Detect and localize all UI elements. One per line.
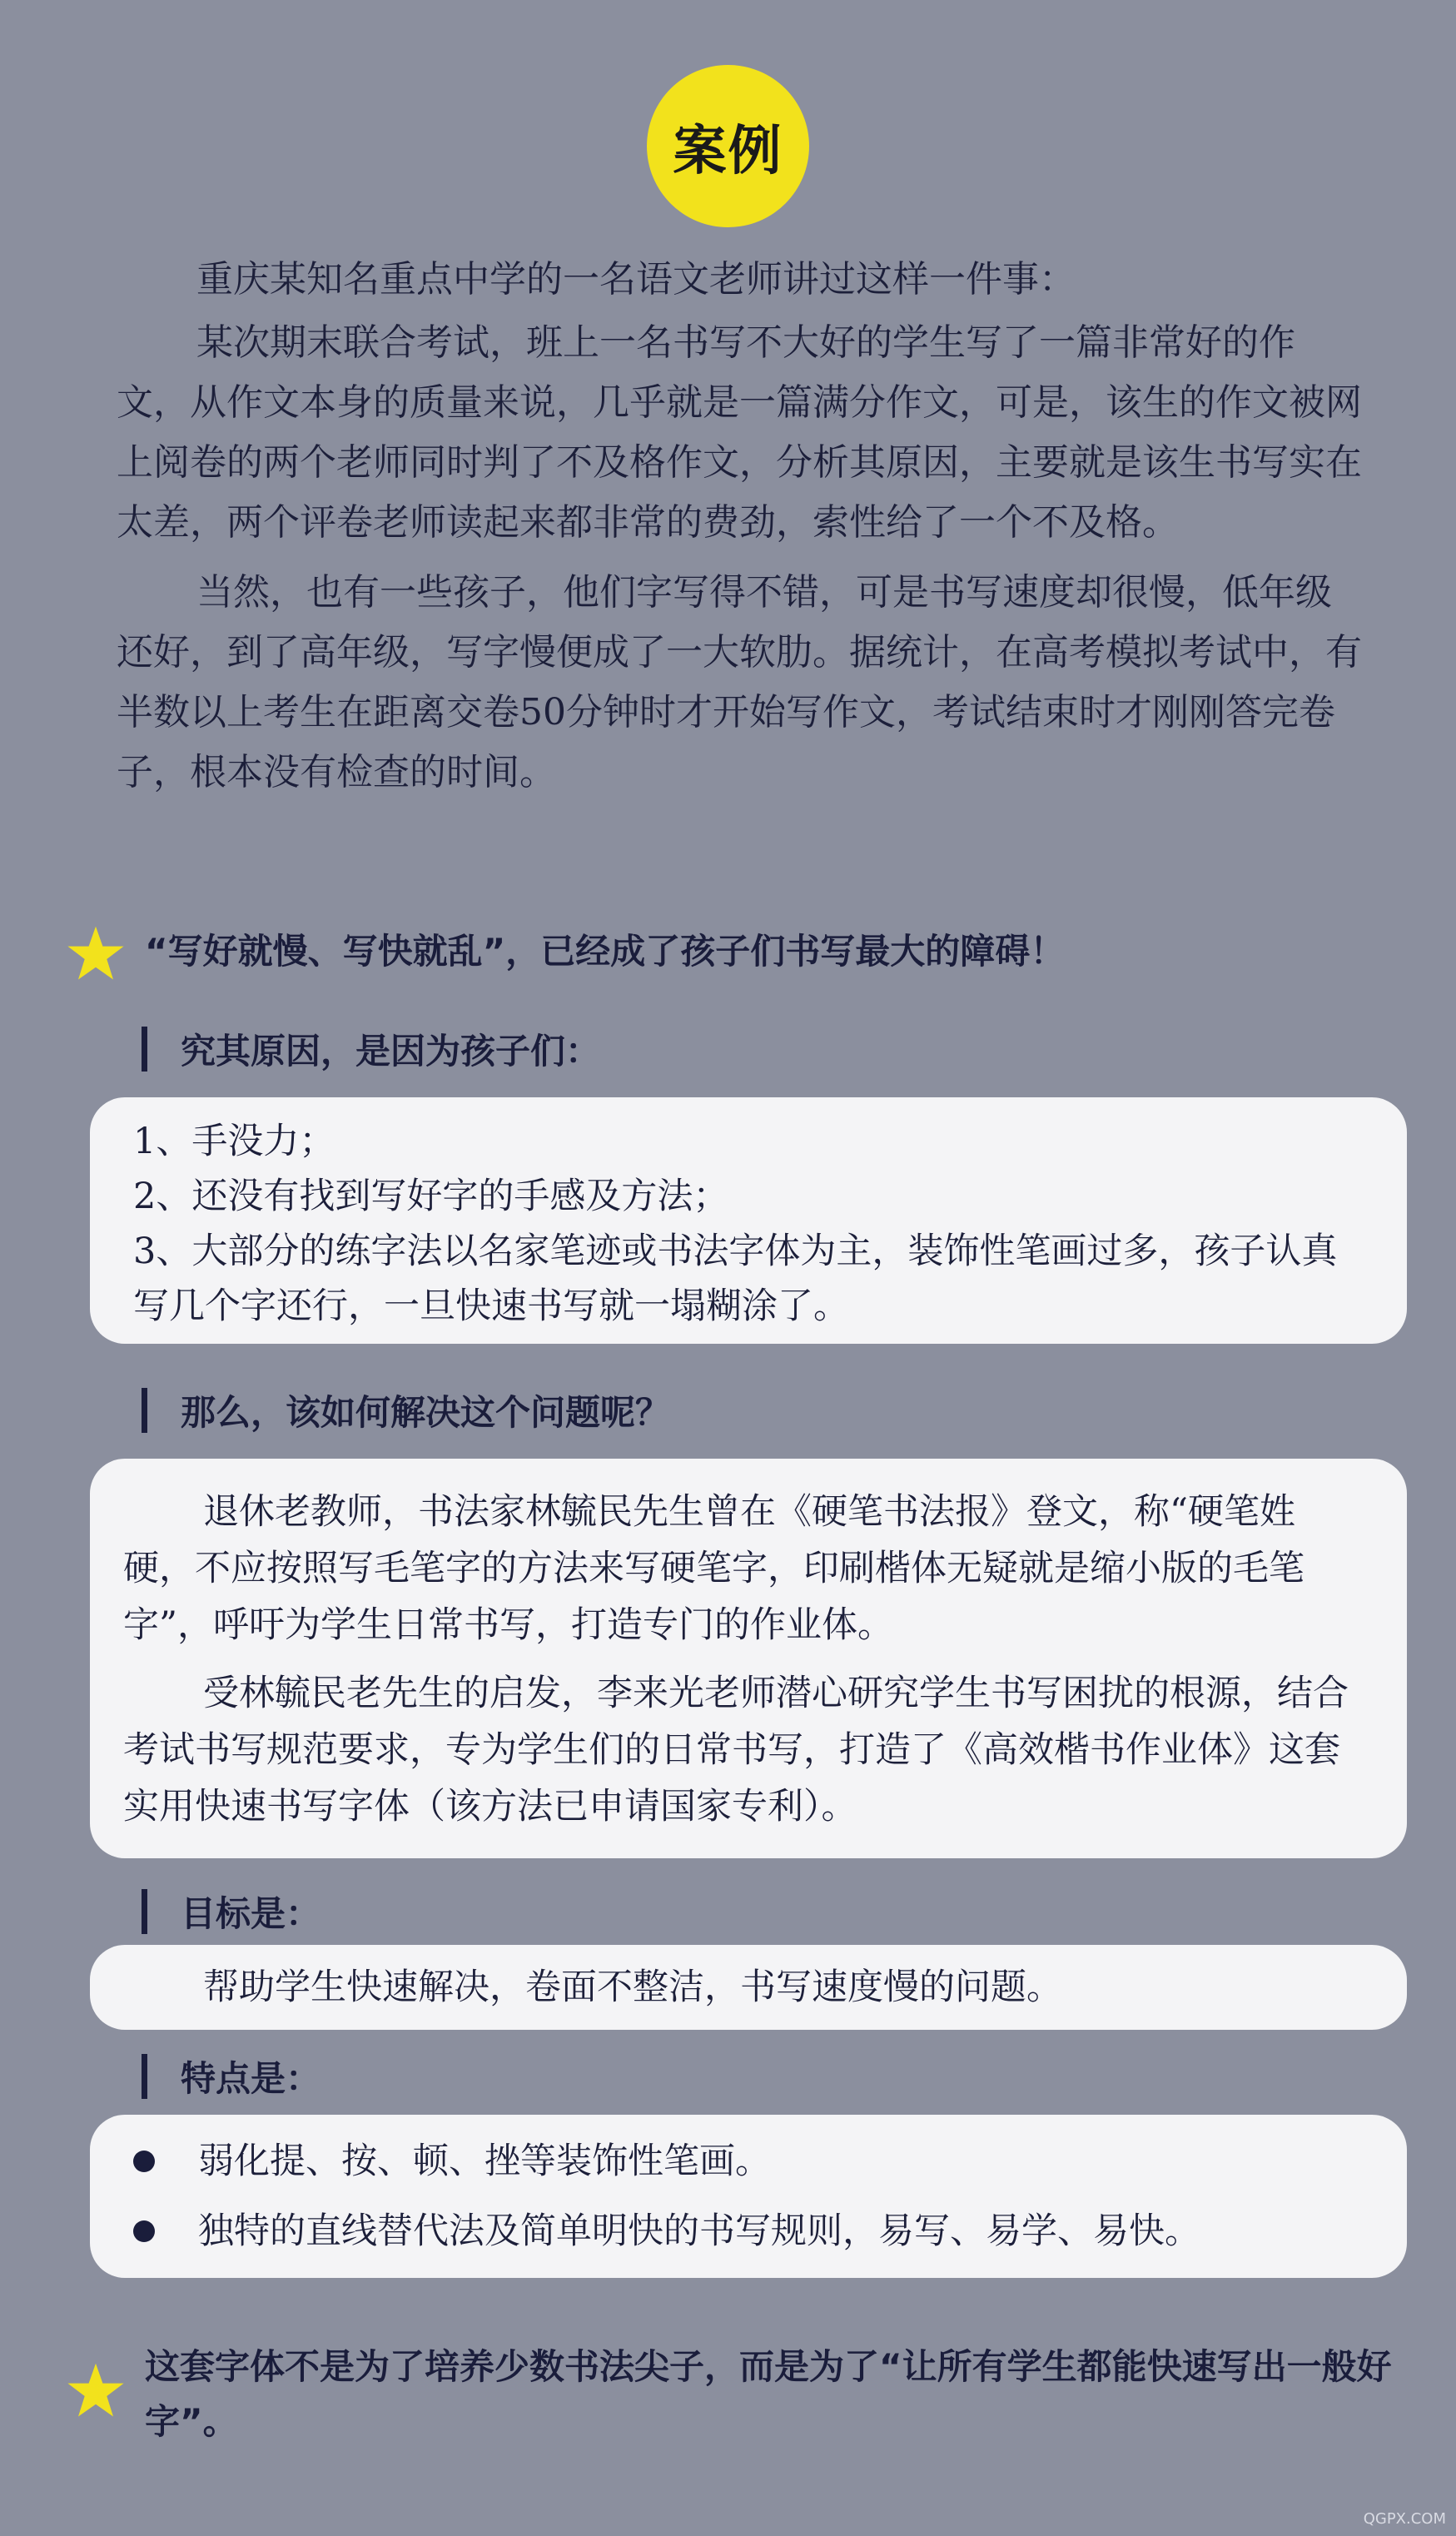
intro-paragraph-1: 重庆某知名重点中学的一名语文老师讲过这样一件事：: [196, 258, 1076, 301]
heading-bar: [142, 1027, 147, 1072]
heading-features: [142, 2051, 321, 2101]
heading-bar: [142, 1889, 147, 1934]
star-callout-2-text: 这套字体不是为了培养少数书法尖子，而是为了“让所有学生都能快速写出一般好字”。: [145, 2346, 1392, 2442]
reason-item: 1、手没力；: [133, 1121, 335, 1162]
reason-item: 2、还没有找到写好字的手感及方法；: [133, 1176, 729, 1217]
star-callout-1: [67, 924, 1394, 982]
heading-goal: [142, 1887, 321, 1937]
heading-solution-text: 那么，该如何解决这个问题呢？: [181, 1392, 671, 1433]
heading-goal-text: 目标是：: [181, 1893, 321, 1934]
star-callout-1-text: “写好就慢、写快就乱”，已经成了孩子们书写最大的障碍！: [145, 931, 1066, 972]
case-badge: [647, 65, 809, 227]
heading-bar: [142, 2054, 147, 2099]
solution-card: [90, 1459, 1407, 1858]
feature-text: 独特的直线替代法及简单明快的书写规则，易写、易学、易快。: [198, 2210, 1200, 2252]
intro-paragraph-3: 当然，也有一些孩子，他们字写得不错，可是书写速度却很慢，低年级还好，到了高年级，写字慢便成了一大软肋。据统计，在高考模拟考试中，有半数以上考生在距离交卷50分钟时才开始写作文，考试结束时才刚刚答完卷子，根本没有检查的时间。: [117, 571, 1362, 793]
reason-item: 3、大部分的练字法以名家笔迹或书法字体为主，装饰性笔画过多，孩子认真写几个字还行，一旦快速书写就一塌糊涂了。: [133, 1231, 1338, 1327]
goal-text: 帮助学生快速解决，卷面不整洁，书写速度慢的问题。: [203, 1967, 1062, 2008]
heading-reasons-text: 究其原因，是因为孩子们：: [181, 1031, 601, 1072]
feature-item: [133, 2134, 1374, 2189]
feature-text: 弱化提、按、顿、挫等装饰性笔画。: [198, 2141, 771, 2182]
heading-reasons: [142, 1024, 600, 1074]
goal-card: [90, 1945, 1407, 2030]
star-icon: [67, 2361, 125, 2419]
case-badge-label: 案例: [673, 120, 783, 182]
bullet-icon: [133, 2220, 155, 2242]
solution-paragraph-2: 受林毓民老先生的启发，李来光老师潜心研究学生书写困扰的根源，结合考试书写规范要求，专为学生们的日常书写，打造了《高效楷书作业体》这套实用快速书写字体（该方法已申请国家专利）。: [123, 1673, 1349, 1827]
features-card: [90, 2115, 1407, 2278]
watermark: QGPX.COM: [1363, 2510, 1446, 2528]
heading-features-text: 特点是：: [181, 2058, 321, 2099]
feature-item: [133, 2204, 1374, 2259]
star-callout-2: [67, 2340, 1419, 2449]
heading-bar: [142, 1388, 147, 1433]
bullet-icon: [133, 2151, 155, 2172]
intro-text: [117, 250, 1365, 803]
reasons-card: [90, 1097, 1407, 1344]
solution-paragraph-1: 退休老教师，书法家林毓民先生曾在《硬笔书法报》登文，称“硬笔姓硬，不应按照写毛笔字的方法来写硬笔字，印刷楷体无疑就是缩小版的毛笔字”，呼吁为学生日常书写，打造专门的作业体。: [123, 1491, 1304, 1646]
heading-solution: [142, 1385, 670, 1435]
intro-paragraph-2: 某次期末联合考试，班上一名书写不大好的学生写了一篇非常好的作文，从作文本身的质量来说，几乎就是一篇满分作文，可是，该生的作文被网上阅卷的两个老师同时判了不及格作文，分析其原因，主要就是该生书写实在太差，两个评卷老师读起来都非常的费劲，索性给了一个不及格。: [117, 321, 1362, 544]
star-icon: [67, 924, 125, 982]
